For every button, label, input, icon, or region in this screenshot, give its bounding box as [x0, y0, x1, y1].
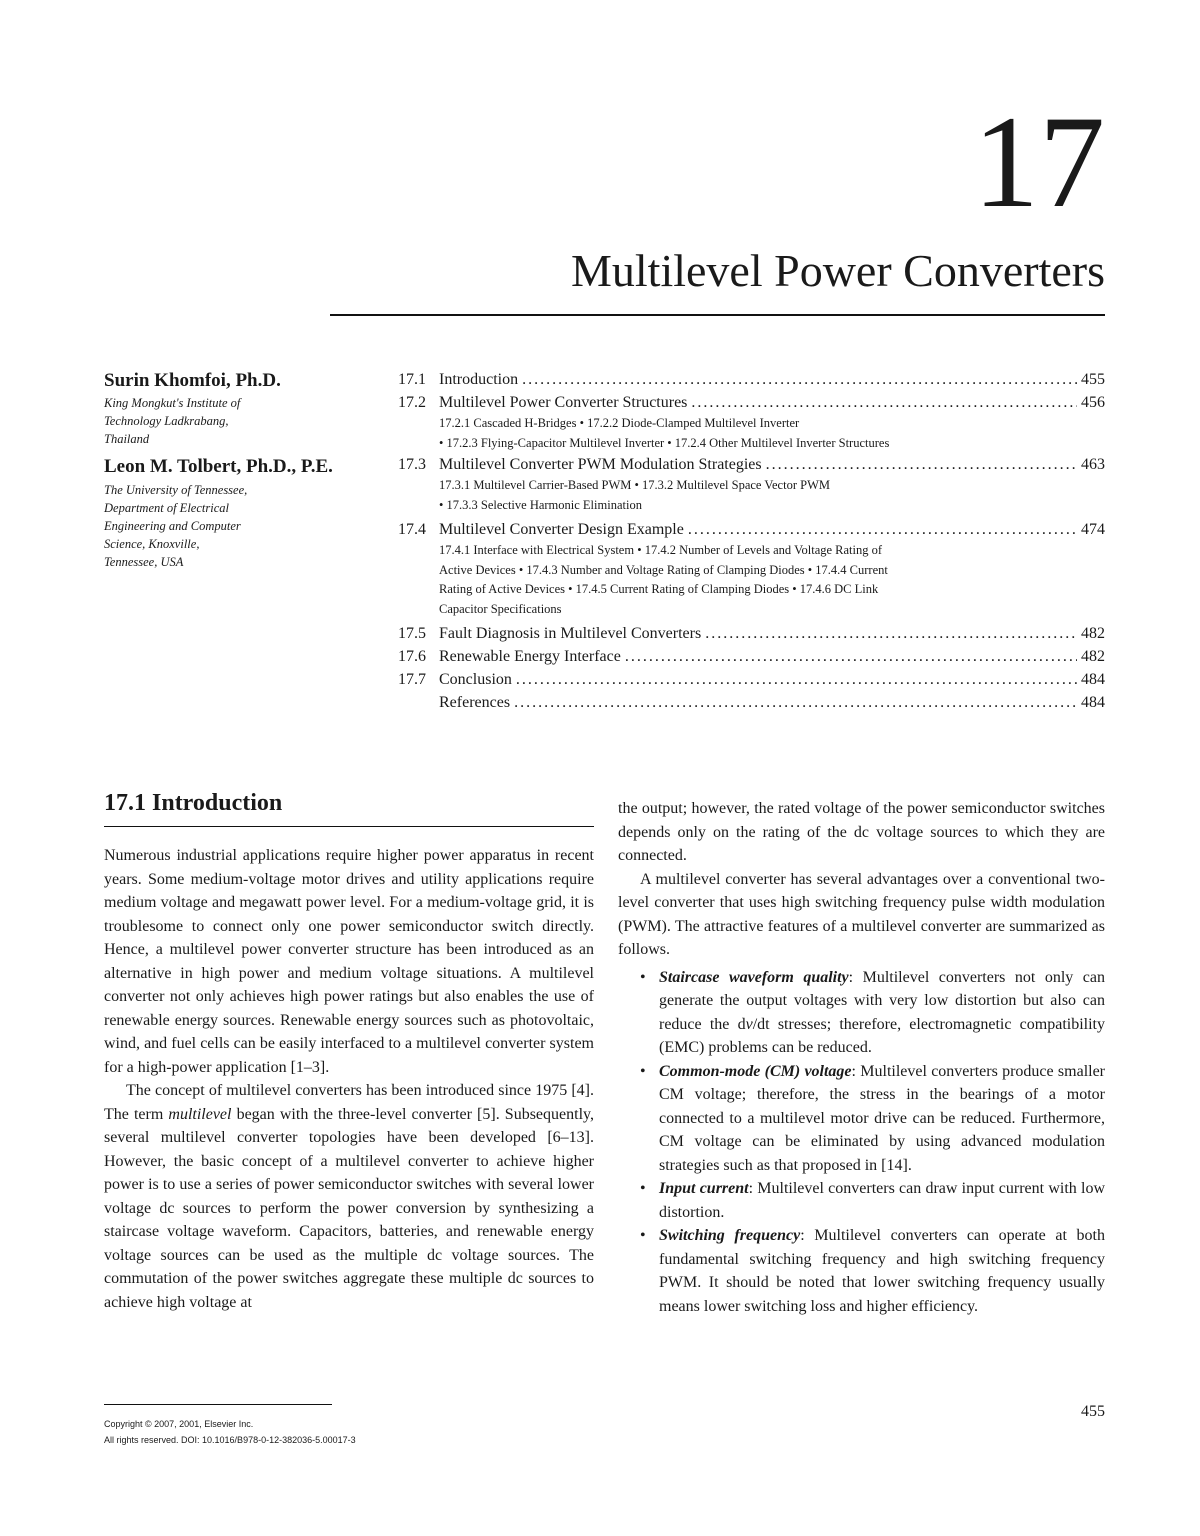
bullet-icon: • — [640, 1062, 646, 1080]
toc-number: 17.5 — [398, 625, 426, 642]
toc-page: 455 — [1081, 371, 1105, 388]
toc-page: 484 — [1081, 671, 1105, 688]
section-heading: 17.1 Introduction — [104, 790, 283, 816]
table-of-contents — [398, 368, 1105, 714]
toc-page: 456 — [1081, 394, 1105, 411]
paragraph: Numerous industrial applications require higher power apparatus in recent years. Some medium-voltage motor drives and utility applications require medium voltage and megawatt power level. For a medium-voltage grid, it is troublesome to connect only one power semiconductor switch directly. Hence, a multilevel power converter structure has been introduced as an alternative in high power and medium voltage situations. A multilevel converter not only achieves high power ratings but also enables the use of renewable energy sources. Renewable energy sources such as photovoltaic, wind, and fuel cells can be easily interfaced to a multilevel converter system for a high-power application [1–3]. — [104, 847, 594, 1076]
list-item — [618, 966, 1105, 1060]
chapter-title: Multilevel Power Converters — [570, 245, 1105, 296]
chapter-title-rule — [330, 314, 1105, 316]
toc-leader — [514, 691, 1077, 714]
bullet-icon: • — [640, 1180, 646, 1197]
affiliation-line: King Mongkut's Institute of — [104, 396, 241, 410]
toc-entry[interactable] — [398, 453, 1105, 476]
author-block-1 — [104, 370, 374, 448]
toc-number: 17.6 — [398, 648, 426, 665]
toc-title: Conclusion — [439, 671, 512, 688]
page-number: 455 — [1081, 1403, 1105, 1420]
toc-page: 474 — [1081, 521, 1105, 538]
list-term: Common-mode (CM) voltage — [659, 1062, 852, 1080]
toc-subentries — [398, 541, 1105, 619]
toc-leader — [688, 518, 1077, 541]
copyright-line: Copyright © 2007, 2001, Elsevier Inc. — [104, 1419, 254, 1429]
text-run: began with the three-level converter [5]. Subsequently, several multilevel converter topologies have been developed [6–13]. However, the basic concept of a multilevel converter to achieve higher power is to use a series of power semiconductor switches with several lower voltage dc sources to perform the power conversion by synthesizing a staircase voltage waveform. Capacitors, batteries, and renewable energy voltage sources can be used as the multiple dc voltage sources. The commutation of the power switches aggregate these multiple dc sources to achieve high voltage at — [104, 1105, 594, 1311]
toc-subentry-line: • 17.2.3 Flying-Capacitor Multilevel Inverter • 17.2.4 Other Multilevel Inverter Structures — [439, 435, 890, 450]
paragraph — [104, 1079, 594, 1314]
paragraph: the output; however, the rated voltage of the power semiconductor switches depends only on the rating of the dc voltage sources to which they are connected. — [618, 800, 1105, 864]
toc-entry[interactable] — [398, 622, 1105, 645]
toc-entry[interactable] — [398, 645, 1105, 668]
toc-subentry-line: Active Devices • 17.4.3 Number and Voltage Rating of Clamping Diodes • 17.4.4 Current — [439, 562, 888, 577]
toc-leader — [522, 368, 1077, 391]
toc-subentry-line: Capacitor Specifications — [439, 601, 562, 616]
toc-title: Multilevel Power Converter Structures — [439, 394, 688, 411]
toc-page: 484 — [1081, 694, 1105, 711]
list-term: Input current — [659, 1180, 749, 1197]
list-term: Switching frequency — [659, 1227, 801, 1244]
toc-entry[interactable] — [398, 518, 1105, 541]
toc-subentries — [398, 476, 1105, 515]
toc-number: 17.7 — [398, 671, 426, 688]
affiliation-line: Technology Ladkrabang, — [104, 414, 229, 428]
bullet-icon: • — [640, 968, 646, 986]
toc-title: Multilevel Converter PWM Modulation Strategies — [439, 456, 762, 473]
toc-entry[interactable] — [398, 691, 1105, 714]
affiliation-line: Tennessee, USA — [104, 555, 184, 569]
chapter-number: 17 — [973, 88, 1105, 235]
toc-number: 17.3 — [398, 456, 426, 473]
affiliation-line: Thailand — [104, 432, 150, 446]
right-column — [618, 797, 1105, 1318]
left-column — [104, 844, 594, 1314]
affiliation-line: Science, Knoxville, — [104, 537, 200, 551]
toc-subentry-line: • 17.3.3 Selective Harmonic Elimination — [439, 497, 642, 512]
text-run: : Multilevel converters can operate at both fundamental switching frequency and high switching frequency PWM. It should be noted that lower switching frequency usually means lower switching loss and higher efficiency. — [659, 1227, 1106, 1315]
list-item — [618, 1224, 1105, 1318]
emphasis: multilevel — [168, 1105, 232, 1123]
toc-number: 17.1 — [398, 371, 426, 388]
toc-subentries — [398, 414, 1105, 453]
bullet-icon: • — [640, 1227, 646, 1244]
text-run: /dt stresses; therefore, electromagnetic compatibility (EMC) problems can be reduced. — [659, 1015, 1105, 1056]
text-run: The concept of multilevel converters has been introduced since 1975 [4]. The term — [104, 1082, 594, 1123]
list-item — [618, 1060, 1105, 1178]
affiliation-line: Department of Electrical — [104, 501, 229, 515]
text-run: : Multilevel converters produce smaller CM voltage; therefore, the stress in the bearings of a motor connected to a multilevel motor drive can be reduced. Furthermore, CM voltage can be eliminated by using advanced modulation strategies such as that proposed in [14]. — [659, 1062, 1106, 1174]
toc-page: 482 — [1081, 648, 1105, 665]
text-run: : Multilevel converters can draw input current with low distortion. — [659, 1180, 1106, 1221]
emphasis: v — [745, 1015, 753, 1033]
toc-subentry-line: 17.2.1 Cascaded H-Bridges • 17.2.2 Diode-Clamped Multilevel Inverter — [439, 416, 800, 430]
toc-subentry-line: 17.4.1 Interface with Electrical System • 17.4.2 Number of Levels and Voltage Rating of — [439, 543, 883, 557]
toc-leader — [625, 645, 1077, 668]
author-affiliation — [104, 481, 374, 571]
feature-list — [618, 966, 1105, 1319]
list-term: Staircase waveform quality — [659, 968, 849, 986]
text-run: : Multilevel converters not only can generate the output voltages with very low distortion but also can reduce the d — [659, 968, 1106, 1033]
toc-subentry-line: 17.3.1 Multilevel Carrier-Based PWM • 17.3.2 Multilevel Space Vector PWM — [439, 478, 830, 492]
toc-entry[interactable] — [398, 391, 1105, 414]
list-item — [618, 1177, 1105, 1224]
affiliation-line: Engineering and Computer — [104, 519, 241, 533]
toc-entry[interactable] — [398, 668, 1105, 691]
toc-number: 17.2 — [398, 394, 426, 411]
toc-page: 463 — [1081, 456, 1105, 473]
toc-title: References — [439, 694, 511, 711]
toc-title: Fault Diagnosis in Multilevel Converters — [439, 625, 702, 642]
affiliation-line: The University of Tennessee, — [104, 483, 248, 497]
copyright-footer — [104, 1416, 356, 1448]
rights-line: All rights reserved. DOI: 10.1016/B978-0-12-382036-5.00017-3 — [104, 1435, 356, 1445]
author-name: Surin Khomfoi, Ph.D. — [104, 370, 281, 391]
toc-leader — [766, 453, 1077, 476]
toc-title: Renewable Energy Interface — [439, 648, 621, 665]
toc-number: 17.4 — [398, 521, 426, 538]
toc-leader — [516, 668, 1077, 691]
toc-leader — [705, 622, 1077, 645]
toc-leader — [691, 391, 1077, 414]
toc-subentry-line: Rating of Active Devices • 17.4.5 Current Rating of Clamping Diodes • 17.4.6 DC Link — [439, 582, 879, 596]
author-affiliation — [104, 394, 374, 448]
toc-page: 482 — [1081, 625, 1105, 642]
author-name: Leon M. Tolbert, Ph.D., P.E. — [104, 456, 333, 477]
paragraph: A multilevel converter has several advantages over a conventional two-level converter that uses high switching frequency pulse width modulation (PWM). The attractive features of a multilevel converter are summarized as follows. — [618, 870, 1105, 958]
toc-entry[interactable] — [398, 368, 1105, 391]
author-block-2 — [104, 456, 374, 571]
section-heading-rule — [104, 826, 594, 827]
footnote-rule — [104, 1404, 332, 1405]
toc-title: Introduction — [439, 371, 519, 388]
toc-title: Multilevel Converter Design Example — [439, 521, 684, 538]
